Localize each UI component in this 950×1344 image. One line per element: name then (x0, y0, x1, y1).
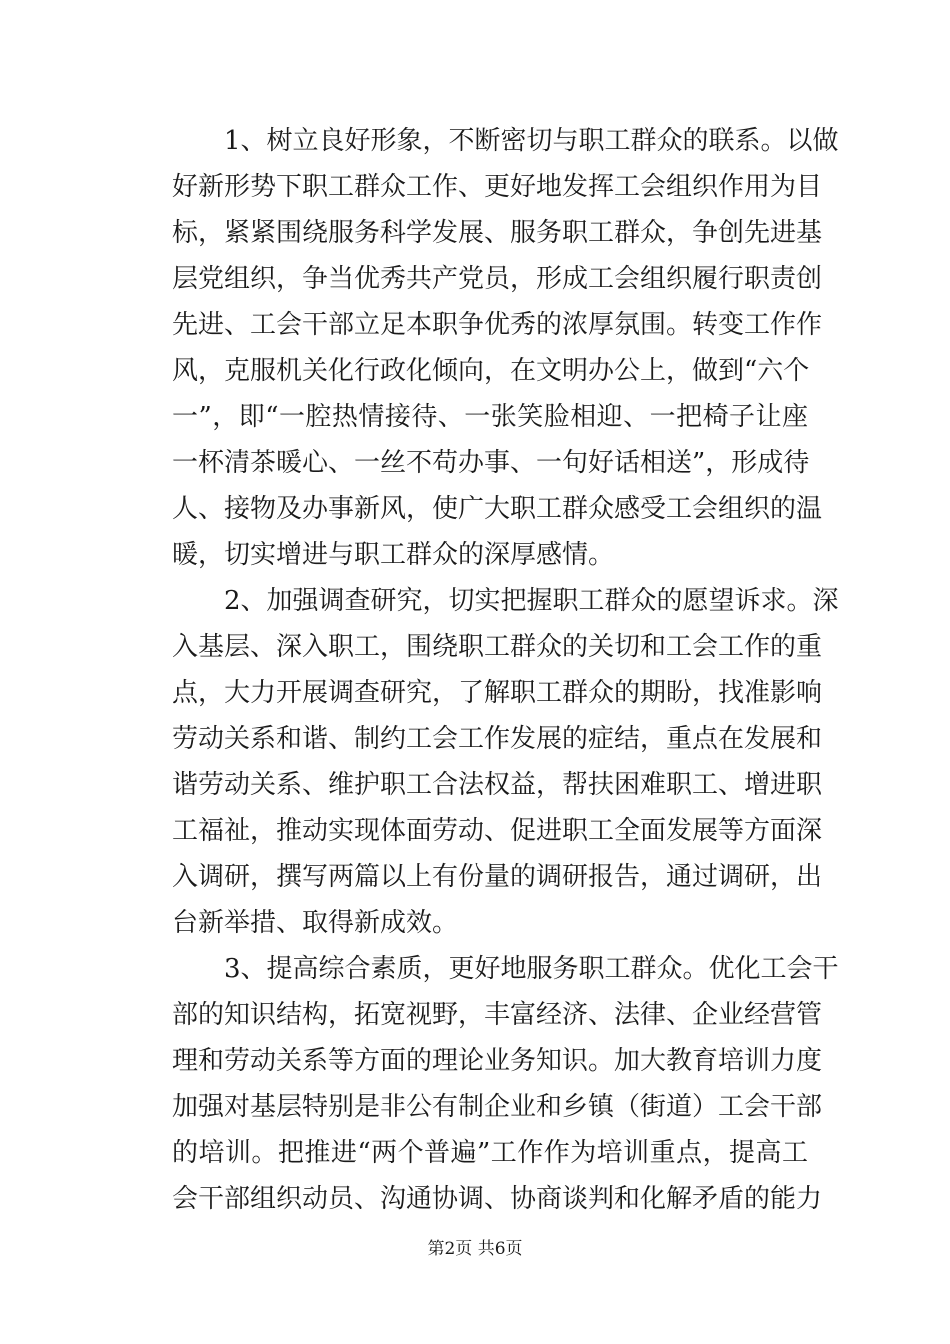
paragraph-2-line: 2、加强调查研究，切实把握职工群众的愿望诉求。深 (172, 586, 839, 616)
body-text (172, 118, 839, 1222)
paragraph-3-line: 理和劳动关系等方面的理论业务知识。加大教育培训力度 (172, 1046, 823, 1076)
paragraph-2-line: 工福祉，推动实现体面劳动、促进职工全面发展等方面深 (172, 816, 823, 846)
paragraph-3-line: 的培训。把推进“两个普遍”工作作为培训重点，提高工 (172, 1138, 808, 1168)
paragraph-2-line: 点，大力开展调查研究，了解职工群众的期盼，找准影响 (172, 678, 823, 708)
paragraph-2-line: 谐劳动关系、维护职工合法权益，帮扶困难职工、增进职 (172, 770, 823, 800)
paragraph-1-line: 暖，切实增进与职工群众的深厚感情。 (172, 540, 615, 570)
paragraph-1-line: 风，克服机关化行政化倾向，在文明办公上，做到“六个 (172, 356, 810, 386)
paragraph-2-line: 台新举措、取得新成效。 (172, 908, 459, 938)
paragraph-1-line: 一杯清茶暖心、一丝不苟办事、一句好话相送”，形成待 (172, 448, 810, 478)
paragraph-1-line: 先进、工会干部立足本职争优秀的浓厚氛围。转变工作作 (172, 310, 823, 340)
paragraph-1-line: 1、树立良好形象，不断密切与职工群众的联系。以做 (172, 126, 839, 156)
paragraph-3-line: 加强对基层特别是非公有制企业和乡镇（街道）工会干部 (172, 1092, 823, 1122)
paragraph-3-line: 会干部组织动员、沟通协调、协商谈判和化解矛盾的能力 (172, 1184, 823, 1214)
paragraph-2-line: 入调研，撰写两篇以上有份量的调研报告，通过调研，出 (172, 862, 823, 892)
paragraph-1-line: 一”，即“一腔热情接待、一张笑脸相迎、一把椅子让座 (172, 402, 808, 432)
paragraph-2-line: 入基层、深入职工，围绕职工群众的关切和工会工作的重 (172, 632, 823, 662)
page-footer: 第2页 共6页 (427, 1239, 523, 1259)
paragraph-1-line: 层党组织，争当优秀共产党员，形成工会组织履行职责创 (172, 264, 823, 294)
paragraph-1-line: 标，紧紧围绕服务科学发展、服务职工群众，争创先进基 (172, 218, 823, 248)
paragraph-2-line: 劳动关系和谐、制约工会工作发展的症结，重点在发展和 (172, 724, 823, 754)
paragraph-1-line: 好新形势下职工群众工作、更好地发挥工会组织作用为目 (172, 172, 823, 202)
paragraph-3-line: 部的知识结构，拓宽视野，丰富经济、法律、企业经营管 (172, 1000, 823, 1030)
paragraph-3-line: 3、提高综合素质，更好地服务职工群众。优化工会干 (172, 954, 839, 984)
paragraph-1-line: 人、接物及办事新风，使广大职工群众感受工会组织的温 (172, 494, 823, 524)
